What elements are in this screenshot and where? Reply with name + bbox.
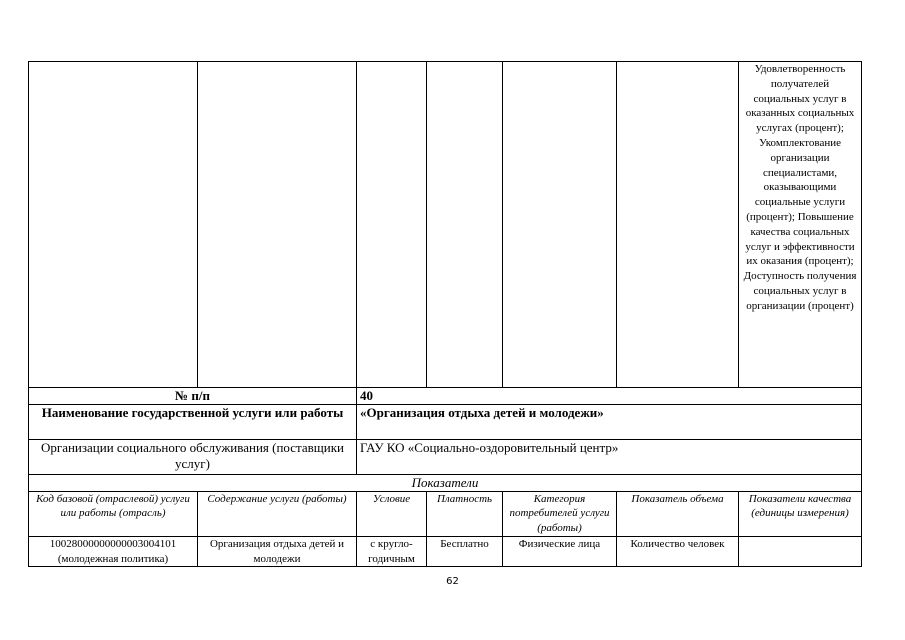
cell-empty: [198, 62, 357, 388]
number-row: [29, 388, 862, 405]
cell-category: Физические лица: [503, 536, 617, 567]
service-value: «Организация отдыха детей и молодежи»: [357, 405, 862, 440]
number-label: № п/п: [29, 388, 357, 405]
cell-quality: [739, 536, 862, 567]
cell-payment: Бесплатно: [427, 536, 503, 567]
cell-content: Организация отдыха детей и молодежи: [198, 536, 357, 567]
column-header: Условие: [357, 491, 427, 536]
column-header: Показатели качества (единицы измерения): [739, 491, 862, 536]
cell-empty: [357, 62, 427, 388]
page-number: 62: [446, 576, 459, 587]
provider-label: Организации социального обслуживания (поставщики услуг): [29, 440, 357, 475]
service-label: Наименование государственной услуги или работы: [29, 405, 357, 440]
cell-empty: [29, 62, 198, 388]
cell-condition: с кругло-годичным: [357, 536, 427, 567]
service-row: [29, 405, 862, 440]
column-header: Категория потребителей услуги (работы): [503, 491, 617, 536]
provider-row: [29, 440, 862, 475]
column-header-row: [29, 491, 862, 536]
column-header: Код базовой (отраслевой) услуги или работы (отрасль): [29, 491, 198, 536]
quality-indicators-cell: [739, 62, 862, 388]
column-header: Показатель объема: [617, 491, 739, 536]
quality-indicators-text: Удовлетворенность получателей социальных услуг в оказанных социальных услугах (процент); Укомплектование организации специалистами, оказывающими социальные услуги (процент); Повышение качества социальных услуг и эффективности их оказания (процент); Доступность получения социальных услуг в организации (процент): [743, 63, 857, 312]
cell-empty: [427, 62, 503, 388]
cell-empty: [617, 62, 739, 388]
indicators-title: Показатели: [29, 475, 862, 492]
cell-empty: [503, 62, 617, 388]
indicators-title-row: [29, 475, 862, 492]
top-continuation-row: [29, 62, 862, 388]
number-value: 40: [357, 388, 862, 405]
cell-code: 10028000000000003004101 (молодежная политика): [29, 536, 198, 567]
cell-volume: Количество человек: [617, 536, 739, 567]
table-row: [29, 536, 862, 567]
column-header: Платность: [427, 491, 503, 536]
provider-value: ГАУ КО «Социально-оздоровительный центр»: [357, 440, 862, 475]
column-header: Содержание услуги (работы): [198, 491, 357, 536]
services-table: [28, 61, 862, 567]
